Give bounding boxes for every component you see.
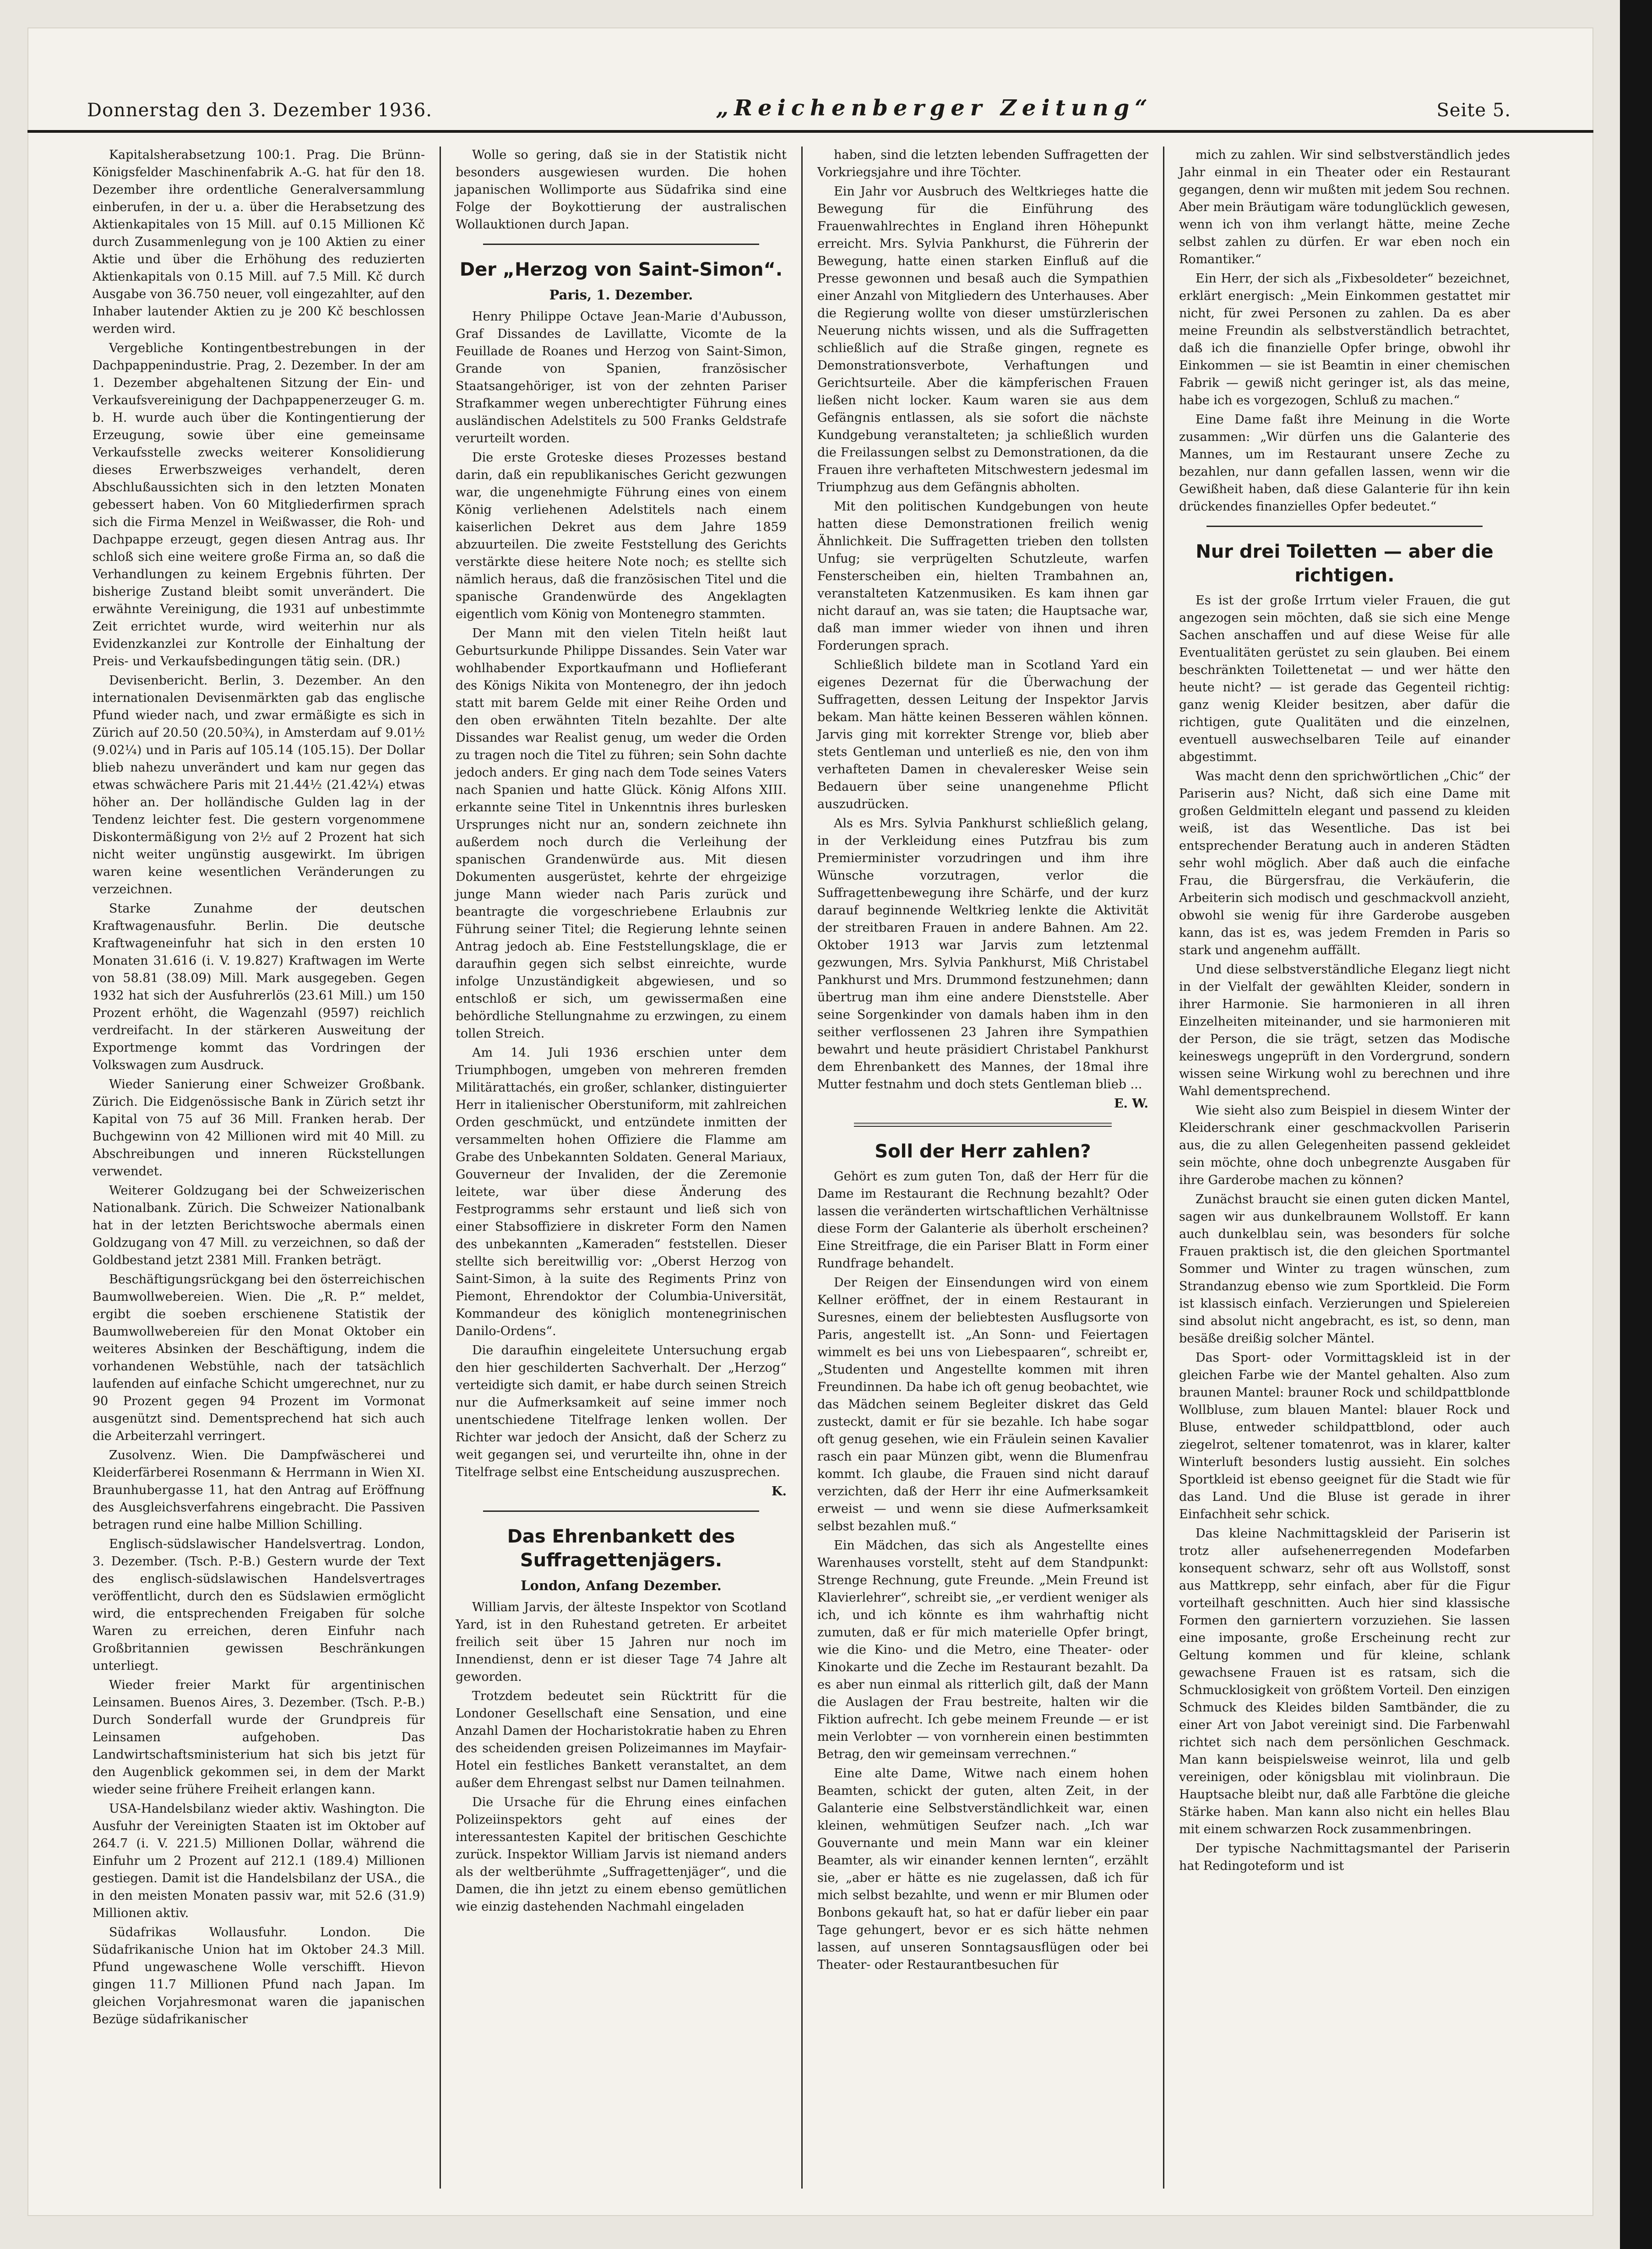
divider: [854, 1123, 1112, 1127]
paragraph: haben, sind die letzten lebenden Suffragetten der Vorkriegsjahre und ihre Töchter.: [817, 148, 1148, 179]
column-1: [78, 147, 440, 2189]
paragraph: Wolle so gering, daß sie in der Statistik nicht besonders ausgewiesen wurden. Die hohen japanischen Wollimporte aus Südafrika sind eine Folge der Boykottierung der australischen Wollauktionen durch Japan.: [456, 148, 787, 232]
column-3: [801, 147, 1163, 2189]
dateline: Paris, 1. Dezember.: [549, 287, 693, 303]
divider: [483, 244, 759, 245]
article-title-toilettes: Nur drei Toiletten — aber die richtigen.: [1196, 541, 1494, 586]
header-date: Donnerstag den 3. Dezember 1936.: [87, 100, 432, 121]
article-title-suffragette: Das Ehrenbankett des Suffragettenjägers.: [507, 1526, 735, 1571]
scan-edge: [1620, 0, 1652, 2249]
paragraph: William Jarvis, der älteste Inspektor von Scotland Yard, ist in den Ruhestand getreten. Er arbeitet freilich seit über 15 Jahren nur noch im Innendienst, denn er ist dieser Tage 74 Jahre alt geworden.: [456, 1600, 787, 1684]
paragraph: Gehört es zum guten Ton, daß der Herr für die Dame im Restaurant die Rechnung bezahlt? Oder lassen die veränderten wirtschaftlichen Verhältnisse diese Form der Galanterie als überholt erscheinen? Eine Streitfrage, die ein Pariser Blatt in Form einer Rundfrage behandelt.: [817, 1169, 1148, 1271]
newspaper-page: [27, 27, 1593, 2216]
columns: [78, 147, 1525, 2189]
paragraph: Der Reigen der Einsendungen wird von einem Kellner eröffnet, der in einem Restaurant in Suresnes, einem der beliebtesten Ausflugsorte von Paris, angestellt ist. „An Sonn- und Feiertagen wimmelt es bei uns von Liebespaaren“, schreibt er, „Studenten und Angestellte kommen mit ihren Freundinnen. Da habe ich oft genug beobachtet, wie das Mädchen seinem Begleiter diskret das Geld zusteckt, damit er für sie bezahle. Ich habe sogar oft genug gesehen, wie ein Fräulein seinen Kavalier rasch ein paar Münzen gibt, wenn die Blumenfrau kommt. Ich glaube, die Frauen sind nicht darauf verzichten, daß der Herr ihr eine Aufmerksamkeit erweist — und wenn sie diese Aufmerksamkeit selbst bezahlen muß.“: [817, 1276, 1148, 1533]
column-4: [1163, 147, 1525, 2189]
paragraph: Es ist der große Irrtum vieler Frauen, die gut angezogen sein möchten, daß sie sich eine Menge Sachen anschaffen und auf diese Weise für alle Eventualitäten gerüstet zu sein glauben. Bei einem beschränkten Toilettenetat — und wer hätte den heute nicht? — ist gerade das Gegenteil richtig: ganz wenig Kleider besitzen, aber dafür die richtigen, gute Qualitäten und die einzelnen, eventuell auswechselbaren Teile auf einander abgestimmt.: [1179, 593, 1510, 764]
paragraph: Trotzdem bedeutet sein Rücktritt für die Londoner Gesellschaft eine Sensation, und eine Anzahl Damen der Hocharistokratie haben zu Ehren des scheidenden greisen Polizeimannes im Mayfair-Hotel ein festliches Bankett veranstaltet, an dem außer dem Ehrengast selbst nur Damen teilnahmen.: [456, 1689, 787, 1790]
paragraph: Ein Herr, der sich als „Fixbesoldeter“ bezeichnet, erklärt energisch: „Mein Einkommen gestattet mir nicht, für zwei Personen zu zahlen. Da es aber meine Freundin als selbstverständlich betrachtet, daß ich die finanzielle Opfer bringe, obwohl ihr Einkommen — sie ist Beamtin in einer chemischen Fabrik — gewiß nicht geringer ist, als das meine, habe ich es vorgezogen, Schluß zu machen.“: [1179, 272, 1510, 407]
article-title-saint-simon: Der „Herzog von Saint-Simon“.: [459, 259, 783, 280]
paragraph: Ein Mädchen, das sich als Angestellte eines Warenhauses vorstellt, steht auf dem Standpunkt: Strenge Rechnung, gute Freunde. „Mein Freund ist Klavierlehrer“, schreibt sie, „er verdient weniger als ich, und ich könnte es ihm wahrhaftig nicht zumuten, daß er für mich materielle Opfer bringt, wie die Kino- und die Metro, eine Theater- oder Kinokarte und die Zeche im Restaurant bezahlt. Da es aber nun einmal als ritterlich gilt, daß der Mann die Auslagen der Frau bestreite, halten wir die Fiktion aufrecht. Ich gebe meinem Freunde — er ist mein Verlobter — von vornherein einen bestimmten Betrag, den wir gemeinsam verrechnen.“: [817, 1538, 1148, 1761]
item-insolvency: Zusolvenz. Wien. Die Dampfwäscherei und Kleiderfärberei Rosenmann & Herrmann in Wien XI. Braunhubergasse 11, hat den Antrag auf Eröffnung des Ausgleichsverfahrens eingebracht. Die Passiven betragen rund eine halbe Million Schilling.: [92, 1448, 425, 1532]
item-capital-reduction: Kapitalsherabsetzung 100:1. Prag. Die Brünn-Königsfelder Maschinenfabrik A.-G. hat für den 18. Dezember ihre ordentliche Generalversammlung einberufen, in der u. a. über die Herabsetzung des Aktienkapitales von 15 Mill. auf 0.15 Millionen Kč durch Zusammenlegung von je 100 Aktien zu einer Aktie und über die Erhöhung des reduzierten Aktienkapitals von 0.15 Mill. auf 7.5 Mill. Kč durch Ausgabe von 36.750 neuer, voll eingezahlter, auf den Inhaber lautender Aktien zu je 200 Kč beschlossen werden wird.: [92, 148, 425, 336]
paragraph: Schließlich bildete man in Scotland Yard ein eigenes Dezernat für die Überwachung der Suffragetten, dessen Leitung der Inspektor Jarvis bekam. Man hätte keinen Besseren wählen können. Jarvis ging mit korrekter Strenge vor, blieb aber stets Gentleman und unterließ es nie, den von ihm verhafteten Damen in chevaleresker Weise sein Bedauern über seine unangenehme Pflicht auszudrücken.: [817, 658, 1148, 811]
paragraph: Mit den politischen Kundgebungen von heute hatten diese Demonstrationen freilich wenig Ähnlichkeit. Die Suffragetten trieben den tollsten Unfug; sie verprügelten Schutzleute, warfen Fensterscheiben ein, hielten Trambahnen an, veranstalteten Katzenmusiken. Es kam ihnen gar nicht darauf an, was sie taten; die Hauptsache war, daß man immer wieder von ihnen und ihren Forderungen sprach.: [817, 500, 1148, 653]
item-car-exports: Starke Zunahme der deutschen Kraftwagenausfuhr. Berlin. Die deutsche Kraftwageneinfuhr hat sich in den ersten 10 Monaten 31.616 (i. V. 19.827) Kraftwagen im Werte von 58.81 (38.09) Mill. Mark ausgegeben. Gegen 1932 hat sich der Ausfuhrerlös (23.61 Mill.) um 150 Prozent erhöht, die Wagenzahl (9597) reichlich verdreifacht. In der stärkeren Ausweitung der Exportmenge kommt das Vordringen der Volkswagen zum Ausdruck.: [92, 902, 425, 1072]
paragraph: Die erste Groteske dieses Prozesses bestand darin, daß ein republikanisches Gericht gezwungen war, die ungenehmigte Führung eines von einem König verliehenen Adelstitels nach einem kaiserlichen Dekret aus dem Jahre 1859 abzuurteilen. Die zweite Feststellung des Gerichts verstärkte diese heitere Note noch; es stellte sich nämlich heraus, daß die französischen Titel und die spanische Grandenwürde des Angeklagten eigentlich vom König von Montenegro stammten.: [456, 451, 787, 621]
dateline: London, Anfang Dezember.: [521, 1578, 722, 1593]
paragraph: Ein Jahr vor Ausbruch des Weltkrieges hatte die Bewegung für die Einführung des Frauenwahlrechtes in England ihren Höhepunkt erreicht. Mrs. Sylvia Pankhurst, die Führerin der Bewegung, hatte einen starken Einfluß auf die Presse gewonnen und besaß auch die Sympathien einer Anzahl von Mitgliedern des Unterhauses. Aber die Regierung wollte von dieser umstürzlerischen Neuerung nichts wissen, und als die Suffragetten schließlich auf die Straße gingen, regnete es Demonstrationsverbote, Verhaftungen und Gerichtsurteile. Aber die kämpferischen Frauen ließen nicht locker. Kaum waren sie aus dem Gefängnis entlassen, als sie sofort die nächste Kundgebung veranstalteten; ja schließlich wurden die Freilassungen selbst zu Demonstrationen, da die Frauen ihre verhafteten Mitschwestern jedesmal im Triumphzug aus dem Gefängnis abholten.: [817, 185, 1148, 494]
paragraph: Zunächst braucht sie einen guten dicken Mantel, sagen wir aus dunkelbraunem Wollstoff. Er kann auch dunkelblau sein, was besonders für solche Frauen praktisch ist, die den gleichen Sportmantel Sommer und Winter zu tragen wünschen, zum Strandanzug ebenso wie zum Sportkleid. Die Form ist klassisch einfach. Verzierungen und Spielereien sind absolut nicht angebracht, es ist, so denn, man besäße dreißig solcher Mäntel.: [1179, 1192, 1510, 1346]
paragraph: mich zu zahlen. Wir sind selbstverständlich jedes Jahr einmal in ein Theater oder ein Restaurant gegangen, denn wir mußten mit jedem Sou rechnen. Aber mein Bräutigam wäre todunglücklich gewesen, wenn ich von ihm verlangt hätte, meine Zeche selbst zahlen zu dürfen. Er war eben noch ein Romantiker.“: [1179, 148, 1510, 266]
item-usa-trade-balance: USA-Handelsbilanz wieder aktiv. Washington. Die Ausfuhr der Vereinigten Staaten ist im Oktober auf 264.7 (i. V. 221.5) Millionen Dollar, während die Einfuhr um 2 Prozent auf 212.1 (189.4) Millionen gestiegen. Damit ist die Handelsbilanz der USA., die in den meisten Monaten passiv war, mit 52.6 (31.9) Millionen aktiv.: [92, 1802, 425, 1920]
item-roofing-industry: Vergebliche Kontingentbestrebungen in der Dachpappenindustrie. Prag, 2. Dezember. In der am 1. Dezember abgehaltenen Sitzung der Ein- und Verkaufsvereinigung der Dachpappenerzeuger G. m. b. H. wurde auch über die Kontingentierung der Erzeugung, sowie über eine gemeinsame Verkaufsstelle zwecks weiterer Konsolidierung dieses Erwerbszweiges verhandelt, deren Abschlußaussichten sich in den letzten Monaten gebessert haben. Von 60 Mitgliederfirmen sprach sich die Firma Menzel in Weißwasser, die Roh- und Dachpappe erzeugt, gegen diesen Antrag aus. Ihr schloß sich eine weitere große Firma an, so daß die Verhandlungen zu keinem Ergebnis führten. Der bisherige Zustand bleibt somit unverändert. Die erwähnte Vereinigung, die 1931 auf unbestimmte Zeit errichtet wurde, wird weiterhin nur als Evidenzkanzlei zur Kontrolle der Einhaltung der Preis- und Verkaufsbedingungen tätig sein. (DR.): [92, 341, 425, 668]
author-signature: E. W.: [1114, 1097, 1148, 1111]
item-swiss-bank: Wieder Sanierung einer Schweizer Großbank. Zürich. Die Eidgenössische Bank in Zürich setzt ihr Kapital von 75 auf 36 Mill. Franken herab. Der Buchgewinn von 42 Millionen wird mit 40 Mill. zu Abschreibungen und inneren Rückstellungen verwendet.: [92, 1077, 425, 1179]
page-header: [27, 27, 1593, 133]
paragraph: Als es Mrs. Sylvia Pankhurst schließlich gelang, in der Verkleidung eines Putzfrau bis zum Premierminister vorzudringen und ihm ihre Wünsche vorzutragen, verlor die Suffragettenbewegung ihre Schärfe, und der kurz darauf beginnende Weltkrieg lenkte die Aktivität der streitbaren Frauen in andere Bahnen. Am 22. Oktober 1913 war Jarvis zum letztenmal gezwungen, Mrs. Sylvia Pankhurst, Miß Christabel Pankhurst und Mrs. Drummond festzunehmen; dann übertrug man ihm eine andere Dienststelle. Aber seine Sorgenkinder von damals haben ihm in den seither verflossenen 23 Jahren ihre Sympathien bewahrt und heute präsidiert Christabel Pankhurst dem Ehrenbankett des Mannes, der 18mal ihre Mutter festnahm und doch stets Gentleman blieb ...: [817, 816, 1148, 1092]
item-wool-exports: Südafrikas Wollausfuhr. London. Die Südafrikanische Union hat im Oktober 24.3 Mill. Pfund ungewaschene Wolle verschifft. Hievon gingen 11.7 Millionen Pfund nach Japan. Im gleichen Vorjahresmonat waren die japanischen Bezüge südafrikanischer: [92, 1925, 425, 2026]
paragraph: Am 14. Juli 1936 erschien unter dem Triumphbogen, umgeben von mehreren fremden Militärattachés, ein großer, schlanker, distinguierter Herr in italienischer Oberstuniform, mit zahlreichen Orden geschmückt, und entzündete inmitten der versammelten hohen Offiziere die Flamme am Grabe des Unbekannten Soldaten. General Mariaux, Gouverneur der Invaliden, der die Zeremonie leitete, war über diese Änderung des Festprogramms sehr erstaunt und ließ sich von einer Stabsoffiziere in diskreter Form den Namen des unbekannten „Kameraden“ feststellen. Dieser stellte sich bereitwillig vor: „Oberst Herzog von Saint-Simon, à la suite des Regiments Prinz von Piemont, Ehrendoktor der Columbia-Universität, Kommandeur des königlich montenegrinischen Danilo-Ordens“.: [456, 1046, 787, 1338]
paragraph: Die daraufhin eingeleitete Untersuchung ergab den hier geschilderten Sachverhalt. Der „Herzog“ verteidigte sich damit, er habe durch seinen Streich nur die Aufmerksamkeit auf seine immer noch unentschiedene Titelfrage lenken wollen. Der Richter war jedoch der Ansicht, daß der Scherz zu weit gegangen sei, und verurteilte ihn, ohne in der Titelfrage selbst eine Entscheidung auszusprechen.: [456, 1343, 787, 1479]
newspaper-title: „Reichenberger Zeitung“: [716, 95, 1153, 121]
paragraph: Der Mann mit den vielen Titeln heißt laut Geburtsurkunde Philippe Dissandes. Sein Vater war wohlhabender Exportkaufmann und Hoflieferant des Königs Nikita von Montenegro, der ihn jedoch statt mit barem Gelde mit einer Reihe Orden und den oben erwähnten Titeln bezahlte. Der alte Dissandes war Realist genug, um weder die Orden zu tragen noch die Titel zu führen; sein Sohn dachte jedoch anders. Er ging nach dem Tode seines Vaters nach Spanien und hatte Glück. König Alfons XIII. erkannte seine Titel in Unkenntnis ihres burlesken Ursprunges nicht nur an, sondern zeichnete ihn außerdem noch durch die Verleihung der spanischen Grandenwürde aus. Mit diesen Dokumenten ausgerüstet, kehrte der ehrgeizige junge Mann wieder nach Paris zurück und beantragte die vorgeschriebene Erlaubnis zur Führung seiner Titel; die Regierung lehnte seinen Antrag jedoch ab. Eine Feststellungsklage, die er daraufhin gegen sich selbst einreichte, wurde infolge Unzuständigkeit abgewiesen, und so entschloß er sich, um gewissermaßen eine behördliche Stellungnahme zu erzwingen, zu einem tollen Streich.: [456, 626, 787, 1041]
paragraph: Was macht denn den sprichwörtlichen „Chic“ der Pariserin aus? Nicht, daß sich eine Dame mit großen Geldmitteln elegant und passend zu kleiden weiß, ist das Wesentliche. Das ist bei entsprechender Beratung auch in anderen Städten sehr wohl möglich. Aber daß auch die einfache Frau, die Bürgersfrau, die Verkäuferin, die Arbeiterin sich modisch und geschmackvoll anzieht, obwohl sie wenig für ihre Garderobe ausgeben kann, das ist es, was jedem Fremden in Paris so stark und angenehm auffällt.: [1179, 769, 1510, 957]
item-gold-inflow: Weiterer Goldzugang bei der Schweizerischen Nationalbank. Zürich. Die Schweizer Nationalbank hat in der letzten Berichtswoche abermals einen Goldzugang von 47 Mill. zu verzeichnen, so daß der Goldbestand jetzt 2381 Mill. Franken beträgt.: [92, 1184, 425, 1267]
paragraph: Das Sport- oder Vormittagskleid ist in der gleichen Farbe wie der Mantel gehalten. Also zum braunen Mantel: brauner Rock und schildpattblonde Wollbluse, zum blauen Mantel: blauer Rock und Bluse, entweder schildpattblond, oder auch ziegelrot, seltener tomatenrot, was in klarer, kalter Winterluft besonders lustig aussieht. Ein solches Sportkleid ist ebenso geeignet für die Stadt wie für das Land. Und die Bluse ist gerade in ihrer Einfachheit sehr schick.: [1179, 1351, 1510, 1521]
item-trade-treaty: Englisch-südslawischer Handelsvertrag. London, 3. Dezember. (Tsch. P.-B.) Gestern wurde der Text des englisch-südslawischen Handelsvertrages veröffentlicht, durch den es Südslawien ermöglicht wird, die entsprechenden Freigaben für solche Waren zu erreichen, deren Einfuhr nach Großbritannien gewissen Beschränkungen unterliegt.: [92, 1537, 425, 1673]
item-linseed-market: Wieder freier Markt für argentinischen Leinsamen. Buenos Aires, 3. Dezember. (Tsch. P.-B.) Durch Sonderfall wurde der Grundpreis für Leinsamen aufgehoben. Das Landwirtschaftsministerium hat sich bis jetzt für den Augenblick gekommen sei, in dem der Markt wieder seine frühere Freiheit erlangen kann.: [92, 1678, 425, 1797]
author-signature: K.: [772, 1484, 787, 1499]
paragraph: Eine Dame faßt ihre Meinung in die Worte zusammen: „Wir dürfen uns die Galanterie des Mannes, um im Restaurant unsere Zeche zu bezahlen, nur dann gefallen lassen, wenn wir die Gewißheit haben, daß diese Galanterie für ihn kein drückendes finanzielles Opfer bedeutet.“: [1179, 413, 1510, 514]
paragraph: Wie sieht also zum Beispiel in diesem Winter der Kleiderschrank einer geschmackvollen Pariserin aus, die zu allen Gelegenheiten passend gekleidet sein möchte, ohne doch unbegrenzte Ausgaben für ihre Garderobe machen zu können?: [1179, 1103, 1510, 1187]
column-2: [440, 147, 801, 2189]
item-cotton-weaving: Beschäftigungsrückgang bei den österreichischen Baumwollwebereien. Wien. Die „R. P.“ meldet, ergibt die soeben erschienene Statistik der Baumwollwebereien für den Monat Oktober ein weiteres Absinken der Beschäftigung, indem die vorhandenen Webstühle, nach der tatsächlich laufenden auf einfache Schicht umgerechnet, nur zu 90 Prozent gegen 94 Prozent im Vormonat ausgenützt sind. Dementsprechend hat sich auch die Arbeiterzahl verringert.: [92, 1272, 425, 1443]
paragraph: Und diese selbstverständliche Eleganz liegt nicht in der Vielfalt der gewählten Kleider, sondern in ihrer Harmonie. Sie harmonieren in all ihren Einzelheiten miteinander, und sie harmonieren mit der Person, die sie trägt, setzen das Modische keineswegs ungeprüft in den Vordergrund, sondern wissen seine Wirkung wohl zu berechnen und ihre Wahl dementsprechend.: [1179, 962, 1510, 1098]
divider: [483, 1510, 759, 1512]
paragraph: Eine alte Dame, Witwe nach einem hohen Beamten, schickt der guten, alten Zeit, in der Galanterie eine Selbstverständlichkeit war, einen kleinen, wehmütigen Seufzer nach. „Ich war Gouvernante und mein Mann war ein kleiner Beamter, als wir einander kennen lernten“, erzählt sie, „aber er hätte es nie zugelassen, daß ich für mich selbst bezahlte, und wenn er mir Blumen oder Bonbons gekauft hat, so hat er dafür lieber ein paar Tage gehungert, bevor er es sich hätte nehmen lassen, auf unseren Sonntagsausflügen oder bei Theater- oder Restaurantbesuchen für: [817, 1766, 1148, 1972]
paragraph: Henry Philippe Octave Jean-Marie d'Aubusson, Graf Dissandes de Lavillatte, Vicomte de la Feuillade de Roanes und Herzog von Saint-Simon, Grande von Spanien, französischer Staatsangehöriger, ist von der zehnten Pariser Strafkammer wegen unberechtigter Führung eines ausländischen Adelstitels zu 500 Franks Geldstrafe verurteilt worden.: [456, 310, 787, 445]
page-number: Seite 5.: [1436, 100, 1511, 121]
article-title-pay: Soll der Herr zahlen?: [875, 1141, 1091, 1162]
paragraph: Der typische Nachmittagsmantel der Pariserin hat Redingoteform und ist: [1179, 1842, 1510, 1873]
item-currency-report: Devisenbericht. Berlin, 3. Dezember. An den internationalen Devisenmärkten gab das englische Pfund wieder nach, und zwar ermäßigte es sich in Zürich auf 20.50 (20.50¾), in Amsterdam auf 9.01½ (9.02¼) und in Paris auf 105.14 (105.15). Der Dollar blieb nahezu unverändert und kam nur gegen das etwas schwächere Paris mit 21.44½ (21.42¼) etwas höher an. Der holländische Gulden lag in der Tendenz leichter fest. Die gestern vorgenommene Diskontermäßigung von 2½ auf 2 Prozent hat sich nicht weiter ungünstig ausgewirkt. Im übrigen waren keine wesentlichen Veränderungen zu verzeichnen.: [92, 674, 425, 896]
paragraph: Das kleine Nachmittagskleid der Pariserin ist trotz aller aufsehenerregenden Modefarben konsequent schwarz, sehr oft aus Wollstoff, sonst aus Mattkrepp, sehr einfach, aber für die Figur vorteilhaft geschnitten. Auch hier sind klassische Formen den garniertern vorzuziehen. Sie lassen eine imposante, große Erscheinung recht zur Geltung kommen und für kleine, schlank gewachsene Frauen ist es ratsam, sich die Schmucklosigkeit von größtem Vorteil. Den einzigen Schmuck des Kleides bilden Samtbänder, die zu einer Art von Jabot vereinigt sind. Die Farbenwahl richtet sich nach dem persönlichen Geschmack. Man kann beispielsweise weinrot, lila und gelb vereinigen, oder königsblau mit violinbraun. Die Hauptsache bleibt nur, daß alle Farbtöne die gleiche Stärke haben. Man kann also nicht ein helles Blau mit einem schwarzen Rock zusammenbringen.: [1179, 1526, 1510, 1836]
divider: [1206, 526, 1483, 527]
paragraph: Die Ursache für die Ehrung eines einfachen Polizeiinspektors geht auf eines der interessantesten Kapitel der britischen Geschichte zurück. Inspektor William Jarvis ist niemand anders als der weltberühmte „Suffragettenjäger“, und die Damen, die ihn jetzt zu einem ebenso gemütlichen wie einzig dastehenden Nachmahl eingeladen: [456, 1795, 787, 1914]
